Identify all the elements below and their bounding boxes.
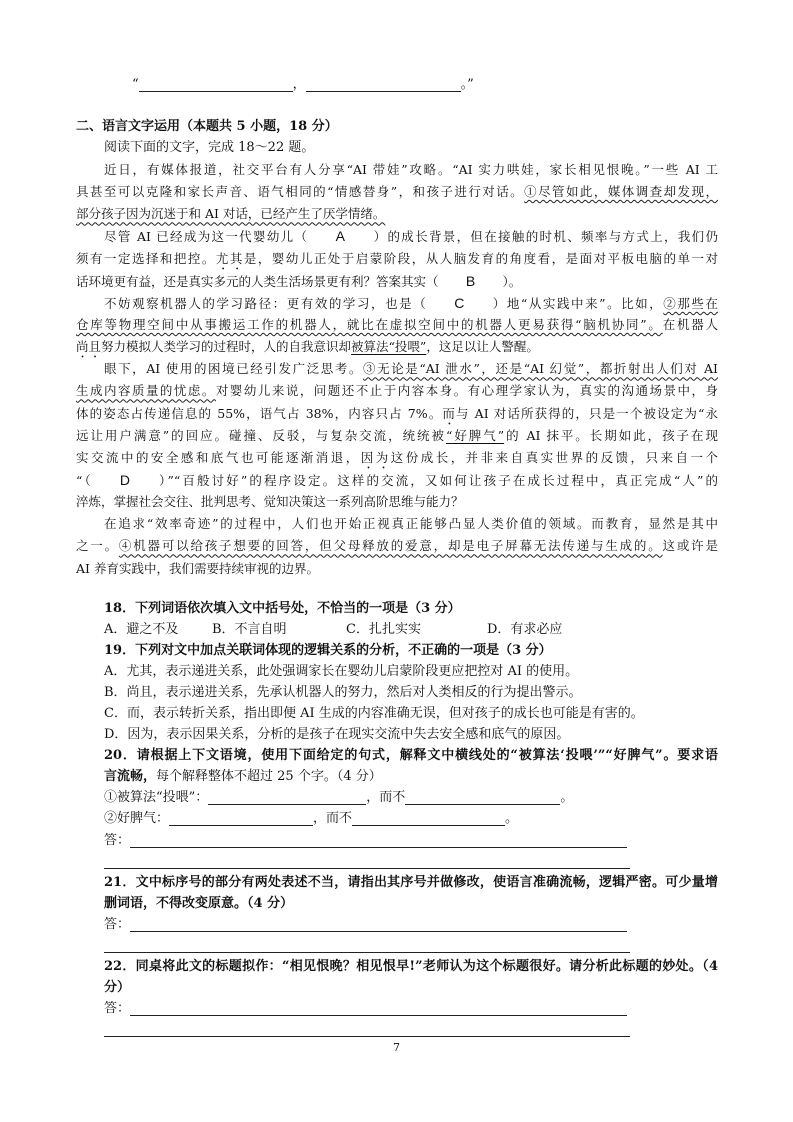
q18-option-b: B．不言自明 xyxy=(212,621,287,637)
passage-text: 这份成长，并非来自真实世界的反馈，只来自一个 xyxy=(390,449,718,465)
passage-line xyxy=(76,181,718,203)
passage-line xyxy=(76,248,718,270)
q18-options xyxy=(104,619,718,640)
passage-text: 具甚至可以克隆和家长声音、语气相同的“情感替身”，和孩子进行对话。 xyxy=(76,184,525,200)
q19-stem: 19．下列对文中加点关联词体现的逻辑关系的分析，不正确的一项是（3 分） xyxy=(104,642,552,658)
passage-text: 淬炼，掌握社会交往、批判思考、觉知决策这一系列高阶思维与能力？ xyxy=(76,494,464,510)
answer-blank xyxy=(104,1023,630,1037)
q19-option-a: A．尤其，表示递进关系，此处强调家长在婴幼儿启蒙阶段更应把控对 AI 的使用。 xyxy=(104,663,579,679)
answer-letter: B xyxy=(465,272,476,289)
q20-stem-line2-rest: 每个解释整体不超过 25 个字。（4 分） xyxy=(156,769,382,785)
passage-line xyxy=(76,203,718,225)
passage-line xyxy=(76,558,718,580)
passage-line xyxy=(76,159,718,181)
passage-paragraph xyxy=(76,292,718,358)
passage-text: 不妨观察机器人的学习路径：更有效的学习，也是（ xyxy=(104,295,428,311)
q19-option-d: D．因为，表示因果关系，分析的是孩子在现实交流中失去安全感和底气的原因。 xyxy=(104,727,570,743)
passage-text: 之一。 xyxy=(76,538,119,554)
answer-letter: A xyxy=(335,228,345,245)
q18-stem: 18．下列词语依次填入文中括号处，不恰当的一项是（3 分） xyxy=(104,600,461,616)
wavy-underlined-sentence: ①尽管如此，媒体调查却发现， xyxy=(524,184,718,200)
q21-answer-line xyxy=(104,914,718,935)
q18-option-d: D．有求必应 xyxy=(487,621,563,637)
passage-line xyxy=(76,225,718,247)
passage-text: 远让用户满意”的回应。碰撞、反驳，与复杂交流，统统被 xyxy=(76,427,446,443)
q22-answer-label: 答： xyxy=(104,1001,131,1017)
reading-passage xyxy=(76,159,718,580)
passage-line xyxy=(76,380,718,402)
passage-text: AI 养育实践中，我们需要持续审视的边界。 xyxy=(76,560,319,576)
open-quote: “ xyxy=(132,77,139,92)
previous-answer-line xyxy=(132,74,474,96)
passage-line xyxy=(76,447,718,469)
q20-answer-label: 答： xyxy=(104,832,131,848)
answer-blank xyxy=(130,1002,627,1016)
q20-stem-line1: 20．请根据上下文语境，使用下面给定的句式，解释文中横线处的“被算法‘投喂’”“好脾气”。要求语 xyxy=(104,748,718,764)
answer-blank xyxy=(104,855,630,869)
passage-text: “（ xyxy=(76,472,93,488)
wavy-underlined-sentence: 部分孩子因为沉迷于和 AI 对话，已经产生了厌学情绪。 xyxy=(76,206,386,222)
q20-item2-label: ②好脾气： xyxy=(104,811,170,827)
q20-item2-mid: ，而不 xyxy=(313,811,353,827)
answer-blank xyxy=(352,812,505,826)
wavy-underlined-sentence: ③无论是“AI 泄水”，还是“AI 幻觉”，都折射出人们对 AI xyxy=(363,361,718,377)
question-list xyxy=(104,598,718,1041)
q21-answer-line-2 xyxy=(104,935,718,956)
emphasized-connective: 尚且 xyxy=(76,339,102,355)
q20-item2-end: 。 xyxy=(505,811,519,827)
passage-text: 尽管 AI 已经成为这一代婴幼儿（ xyxy=(104,229,309,245)
passage-line xyxy=(76,403,718,425)
passage-text: ，这足以让人警醒。 xyxy=(426,339,539,355)
q18-option-a: A．避之不及 xyxy=(104,621,179,637)
emphasized-connective: 尤其 xyxy=(215,250,244,266)
separator-comma: ， xyxy=(292,77,306,92)
passage-paragraph xyxy=(76,225,718,291)
q20-item1 xyxy=(104,787,718,808)
q22-stem-line1: 22．同桌将此文的标题拟作：“相见恨晚？相见恨早!”老师认为这个标题很好。请分析此标题的妙处。（4 xyxy=(104,959,718,975)
q20-stem-line2-bold: 言流畅， xyxy=(104,769,157,785)
answer-blank xyxy=(130,918,627,932)
passage-text: 对婴幼儿来说，问题还不止于内容本身。有心理学家认为，真实的沟通场景中，身 xyxy=(215,383,718,399)
passage-paragraph xyxy=(76,513,718,579)
q20-answer-line-2 xyxy=(104,851,718,872)
q20-item1-end: 。 xyxy=(560,790,574,806)
passage-line xyxy=(76,292,718,314)
passage-line xyxy=(76,535,718,557)
passage-line xyxy=(76,358,718,380)
emphasized-connective: 而 xyxy=(442,405,456,421)
answer-letter: D xyxy=(119,471,130,488)
passage-text: 须有一定选择和把控。 xyxy=(76,250,216,266)
q19-option-c: C．而，表示转折关系，指出即便 AI 生成的内容准确无误，但对孩子的成长也可能是有害的。 xyxy=(104,705,644,721)
answer-blank xyxy=(130,834,627,848)
answer-blank xyxy=(104,939,630,953)
passage-text: 实交流中的安全感和底气也可能逐渐消退， xyxy=(76,449,361,465)
wavy-underlined-sentence: 仓库等物理空间中从事搬运工作的机器人，就比在虚拟空间中的机器人更易获得“脑机协同”。 xyxy=(76,316,663,332)
emphasized-connective: 因为 xyxy=(360,449,391,465)
passage-text: 是，婴幼儿正处于启蒙阶段，从人脑发育的角度看，是面对平板电脑的单一对 xyxy=(243,250,718,266)
q21-stem-line1: 21．文中标序号的部分有两处表述不当，请指出其序号并做修改，使语言准确流畅，逻辑严密。可少量增 xyxy=(104,874,718,890)
passage-line xyxy=(76,336,718,358)
passage-line xyxy=(76,491,718,513)
passage-text: 这或许是 xyxy=(662,538,718,554)
q20-item1-label: ①被算法“投喂”： xyxy=(104,790,209,806)
page-number: 7 xyxy=(393,1041,400,1054)
passage-text: 眼下，AI 使用的困境已经引发广泛思考。 xyxy=(104,361,364,377)
q20-stem-line2 xyxy=(104,766,718,787)
wavy-underlined-sentence: 生成内容质量的忧虑。 xyxy=(76,383,216,399)
passage-line xyxy=(76,513,718,535)
passage-text: 的 AI 抹平。长期如此，孩子在现 xyxy=(504,427,718,443)
passage-text: 话环境更有益，还是真实多元的人类生活场景更有利？答案其实（ xyxy=(76,273,439,289)
q22-stem-line2: 分） xyxy=(104,980,131,996)
q22-answer-line xyxy=(104,998,718,1019)
passage-text: 在机器人 xyxy=(662,316,718,332)
q18-option-c: C．扎扎实实 xyxy=(346,621,421,637)
q19-option-b: B．尚且，表示递进关系，先承认机器人的努力，然后对人类相反的行为提出警示。 xyxy=(104,684,582,700)
q21-stem-line2: 删词语，不得改变原意。（4 分） xyxy=(104,895,294,911)
reading-instruction: 阅读下面的文字，完成 18～22 题。 xyxy=(104,140,315,155)
close-quote: 。” xyxy=(460,77,474,92)
answer-blank xyxy=(169,812,313,826)
passage-text: 努力模拟人类学习的过程时，人的自我意识却 xyxy=(101,339,352,355)
answer-blank xyxy=(208,791,366,805)
passage-text: 近日，有媒体报道，社交平台有人分享“AI 带娃”攻略。“AI 实力哄娃，家长相见恨晚。”一些 AI 工 xyxy=(104,162,718,177)
passage-text: 在追求“效率奇迹”的过程中，人们也开始正视真正能够凸显人类价值的领域。而教育，显然是其中 xyxy=(104,516,718,532)
q20-item2 xyxy=(104,808,718,829)
passage-line xyxy=(76,425,718,447)
q21-answer-label: 答： xyxy=(104,916,131,932)
passage-line xyxy=(76,469,718,491)
passage-text: 与 AI 对话所获得的，只是一个被设定为“永 xyxy=(455,405,718,421)
underlined-phrase: “好脾气” xyxy=(445,427,505,443)
q20-item1-mid: ，而不 xyxy=(366,790,406,806)
passage-line xyxy=(76,270,718,292)
passage-text: ）的成长背景，但在接触的时机、频率与方式上，我们仍 xyxy=(372,229,718,245)
fill-blank xyxy=(306,78,461,92)
passage-text: ）地“从实践中来”。比如， xyxy=(491,295,664,311)
answer-letter: C xyxy=(454,294,465,311)
wavy-underlined-sentence: ④机器可以给孩子想要的回答，但父母释放的爱意，却是电子屏幕无法传递与生成的。 xyxy=(118,538,663,554)
section-heading: 二、语言文字运用（本题共 5 小题，18 分） xyxy=(76,119,338,134)
answer-blank xyxy=(405,791,560,805)
passage-line xyxy=(76,314,718,336)
passage-paragraph xyxy=(76,159,718,225)
passage-text: 体的姿态占传递信息的 55%，语气占 38%，内容只占 7%。 xyxy=(76,405,443,421)
underlined-phrase: 被算法“投喂” xyxy=(351,339,427,355)
passage-paragraph xyxy=(76,358,718,513)
passage-text: ）。 xyxy=(502,273,522,289)
passage-text: ）”“百般讨好”的程序设定。这样的交流，又如何让孩子在成长过程中，真正完成“人”的 xyxy=(156,472,718,488)
q20-answer-line xyxy=(104,830,718,851)
fill-blank xyxy=(139,78,293,92)
wavy-underlined-sentence: ②那些在 xyxy=(663,295,718,311)
